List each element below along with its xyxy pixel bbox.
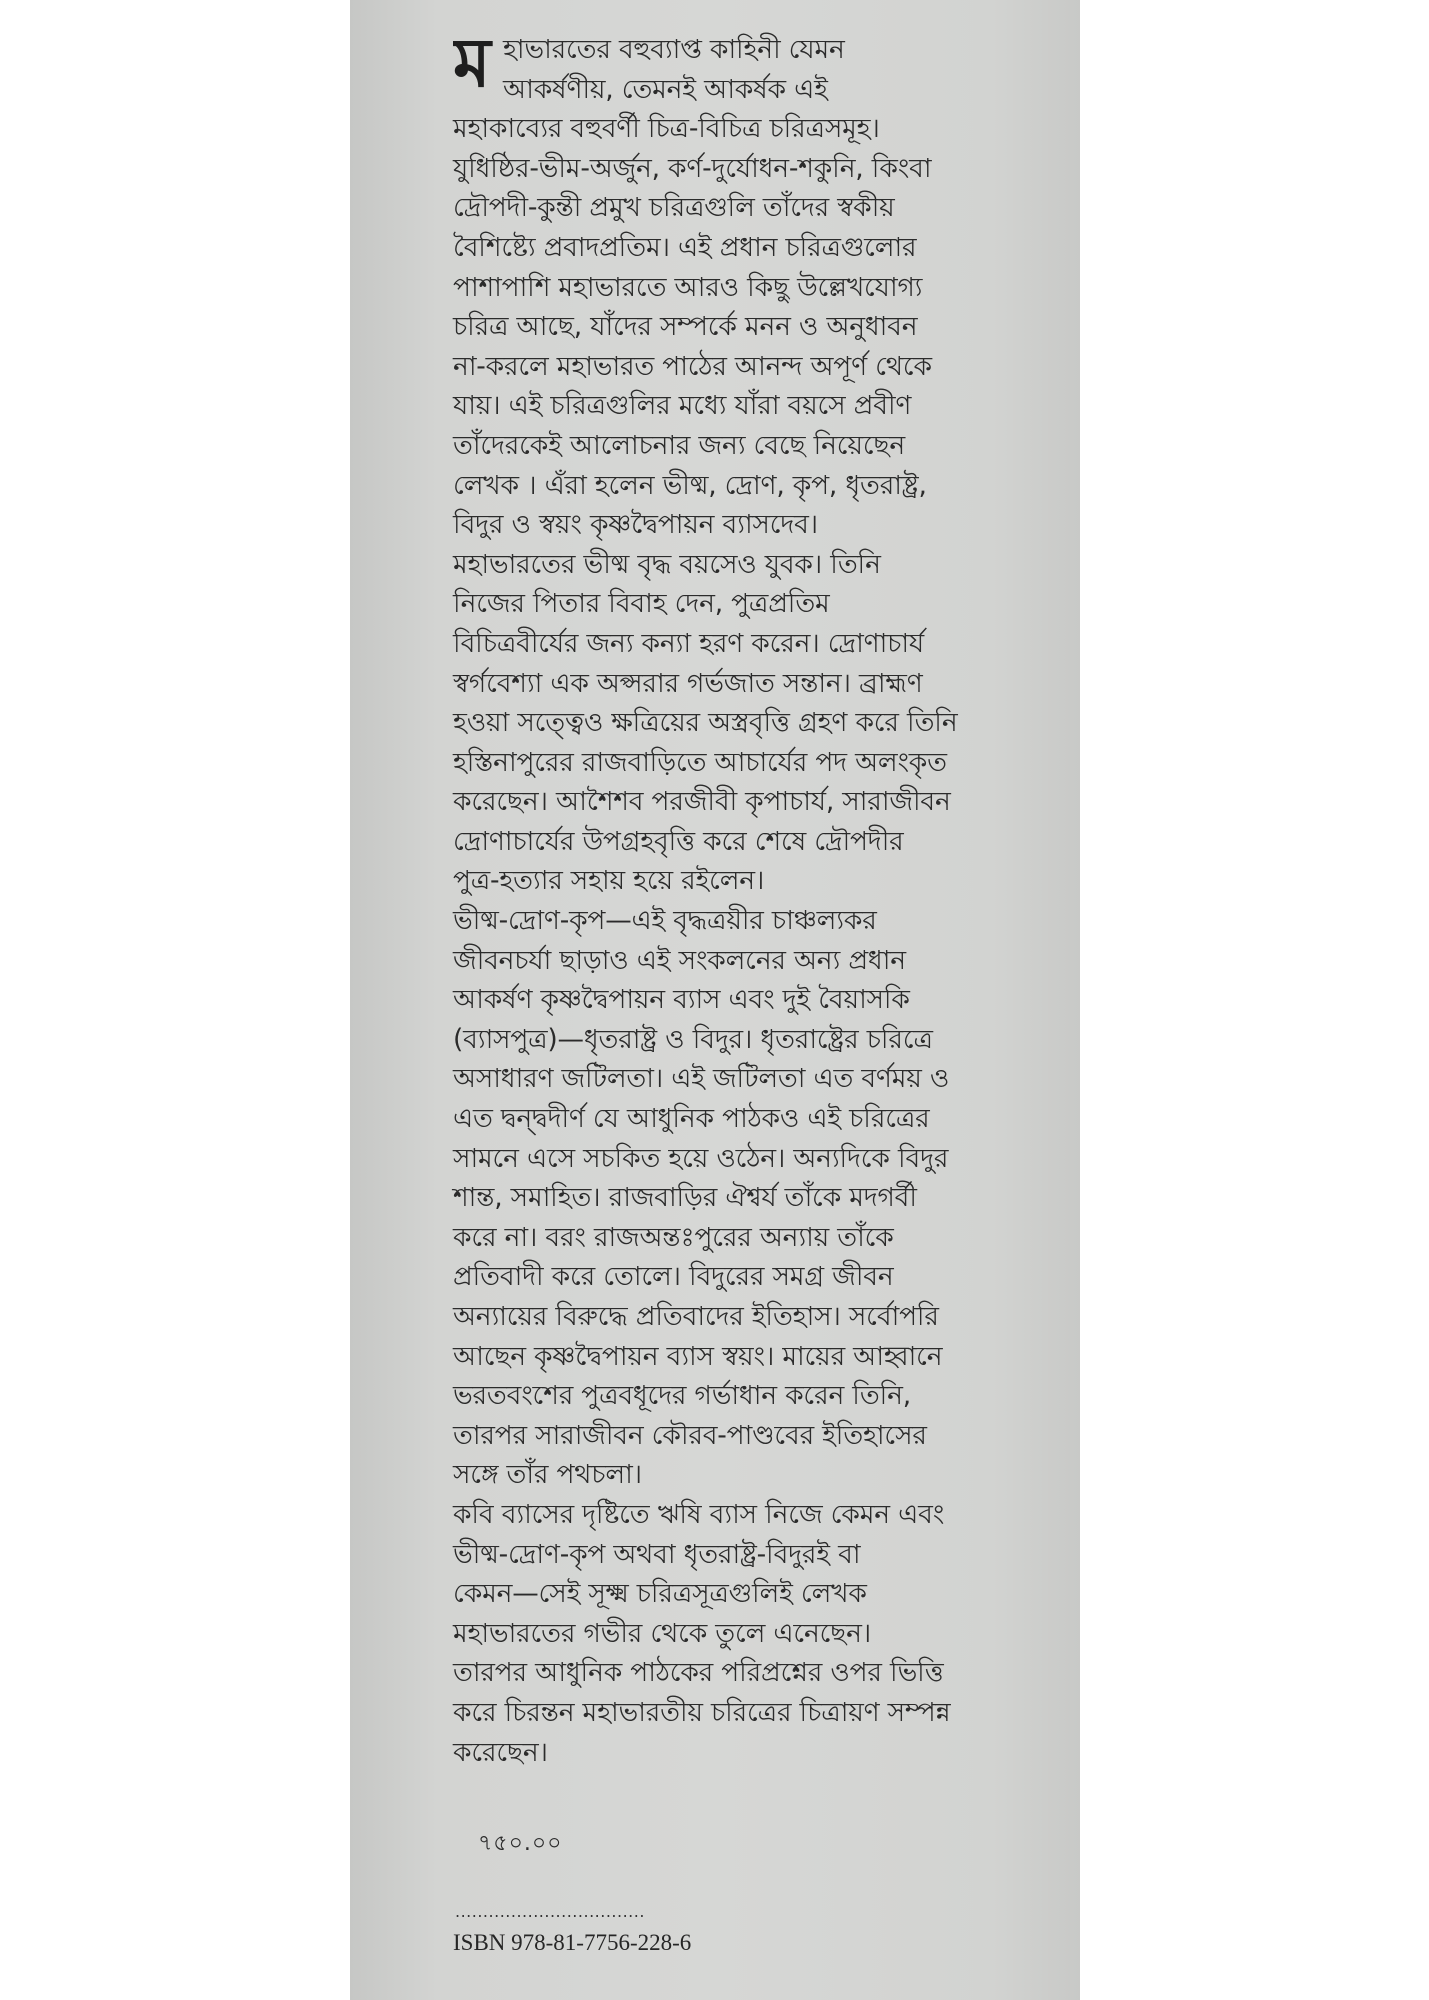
text-line: লেখক । এঁরা হলেন ভীষ্ম, দ্রোণ, কৃপ, ধৃতরাষ্ট্র, <box>453 469 927 501</box>
text-line: যুধিষ্ঠির-ভীম-অর্জুন, কর্ণ-দুর্যোধন-শকুনি, কিংবা <box>453 152 932 184</box>
text-line: কবি ব্যাসের দৃষ্টিতে ঋষি ব্যাস নিজে কেমন এবং <box>453 1498 945 1530</box>
text-line: পাশাপাশি মহাভারতে আরও কিছু উল্লেখযোগ্য <box>453 271 923 303</box>
text-line: করেছেন। <box>453 1736 548 1768</box>
text-line: এত দ্বন্দ্বদীর্ণ যে আধুনিক পাঠকও এই চরিত্রের <box>453 1103 930 1135</box>
text-line: আছেন কৃষ্ণদ্বৈপায়ন ব্যাস স্বয়ং। মায়ের আহ্বানে <box>453 1340 943 1372</box>
text-line: হাভারতের বহুব্যাপ্ত কাহিনী যেমন <box>503 34 845 65</box>
text-line: প্রতিবাদী করে তোলে। বিদুরের সমগ্র জীবন <box>453 1261 894 1293</box>
text-line: মহাভারতের ভীষ্ম বৃদ্ধ বয়সেও যুবক। তিনি <box>453 548 881 580</box>
text-line: ভীষ্ম-দ্রোণ-কৃপ অথবা ধৃতরাষ্ট্র-বিদুরই বা <box>453 1538 861 1570</box>
text-line: অসাধারণ জটিলতা। এই জটিলতা এত বর্ণময় ও <box>453 1063 950 1095</box>
text-line: করে চিরন্তন মহাভারতীয় চরিত্রের চিত্রায়ণ সম্পন্ন <box>453 1696 951 1728</box>
text-line: পুত্র-হত্যার সহায় হয়ে রইলেন। <box>453 865 765 897</box>
text-line: সঙ্গে তাঁর পথচলা। <box>453 1459 642 1491</box>
text-line: মহাকাব্যের বহুবর্ণী চিত্র-বিচিত্র চরিত্রসমূহ। <box>453 113 880 145</box>
text-line: তারপর সারাজীবন কৌরব-পাণ্ডবের ইতিহাসের <box>453 1419 927 1451</box>
text-line: ভরতবংশের পুত্রবধূদের গর্ভাধান করেন তিনি, <box>453 1380 911 1412</box>
text-line: অন্যায়ের বিরুদ্ধে প্রতিবাদের ইতিহাস। সর্বোপরি <box>453 1301 939 1332</box>
text-line: তাঁদেরকেই আলোচনার জন্য বেছে নিয়েছেন <box>453 429 905 461</box>
drop-cap: ম <box>453 32 491 94</box>
text-line: বিদুর ও স্বয়ং কৃষ্ণদ্বৈপায়ন ব্যাসদেব। <box>453 509 818 541</box>
text-line: দ্রোণাচার্যের উপগ্রহবৃত্তি করে শেষে দ্রৌপদীর <box>453 825 904 857</box>
text-line: বৈশিষ্ট্যে প্রবাদপ্রতিম। এই প্রধান চরিত্রগুলোর <box>453 231 917 263</box>
text-line: স্বর্গবেশ্যা এক অপ্সরার গর্ভজাত সন্তান। ব্রাহ্মণ <box>453 667 923 699</box>
isbn-label: ISBN 978-81-7756-228-6 <box>453 1930 692 1955</box>
text-line: দ্রৌপদী-কুন্তী প্রমুখ চরিত্রগুলি তাঁদের স্বকীয় <box>453 192 895 224</box>
text-line: হওয়া সত্ত্বেও ক্ষত্রিয়ের অস্ত্রবৃত্তি গ্রহণ করে তিনি <box>453 707 958 739</box>
text-line: তারপর আধুনিক পাঠকের পরিপ্রশ্নের ওপর ভিত্তি <box>453 1657 944 1689</box>
text-line: হস্তিনাপুরের রাজবাড়িতে আচার্যের পদ অলংকৃত <box>453 746 947 778</box>
text-line: করেছেন। আশৈশব পরজীবী কৃপাচার্য, সারাজীবন <box>453 786 951 818</box>
text-line: নিজের পিতার বিবাহ দেন, পুত্রপ্রতিম <box>453 588 830 620</box>
text-line: আকর্ষণীয়, তেমনই আকর্ষক এই <box>503 73 828 105</box>
text-line: শান্ত, সমাহিত। রাজবাড়ির ঐশ্বর্য তাঁকে মদগর্বী <box>453 1182 917 1214</box>
price-label: ৭৫০.০০ <box>478 1831 563 1856</box>
text-line: কেমন—সেই সূক্ষ্ম চরিত্রসূত্রগুলিই লেখক <box>453 1578 867 1610</box>
text-line: যায়। এই চরিত্রগুলির মধ্যে যাঁরা বয়সে প্রবীণ <box>453 390 912 422</box>
text-line: বিচিত্রবীর্যের জন্য কন্যা হরণ করেন। দ্রোণাচার্য <box>453 627 924 659</box>
text-line: করে না। বরং রাজঅন্তঃপুরের অন্যায় তাঁকে <box>453 1221 894 1253</box>
text-line: ভীষ্ম-দ্রোণ-কৃপ—এই বৃদ্ধত্রয়ীর চাঞ্চল্যকর <box>453 905 877 937</box>
text-line: আকর্ষণ কৃষ্ণদ্বৈপায়ন ব্যাস এবং দুই বৈয়াসকি <box>453 984 910 1016</box>
text-line: সামনে এসে সচকিত হয়ে ওঠেন। অন্যদিকে বিদুর <box>453 1142 949 1174</box>
text-line: না-করলে মহাভারত পাঠের আনন্দ অপূর্ণ থেকে <box>453 350 932 382</box>
dotted-separator: .................................. <box>455 1902 645 1921</box>
blurb-text <box>453 30 1013 1772</box>
text-line: (ব্যাসপুত্র)—ধৃতরাষ্ট্র ও বিদুর। ধৃতরাষ্ট্রের চরিত্রে <box>453 1023 933 1055</box>
text-line: মহাভারতের গভীর থেকে তুলে এনেছেন। <box>453 1617 872 1649</box>
text-line: জীবনচর্যা ছাড়াও এই সংকলনের অন্য প্রধান <box>453 944 906 976</box>
dropcap-block <box>453 30 1013 109</box>
text-line: চরিত্র আছে, যাঁদের সম্পর্কে মনন ও অনুধাবন <box>453 311 918 343</box>
